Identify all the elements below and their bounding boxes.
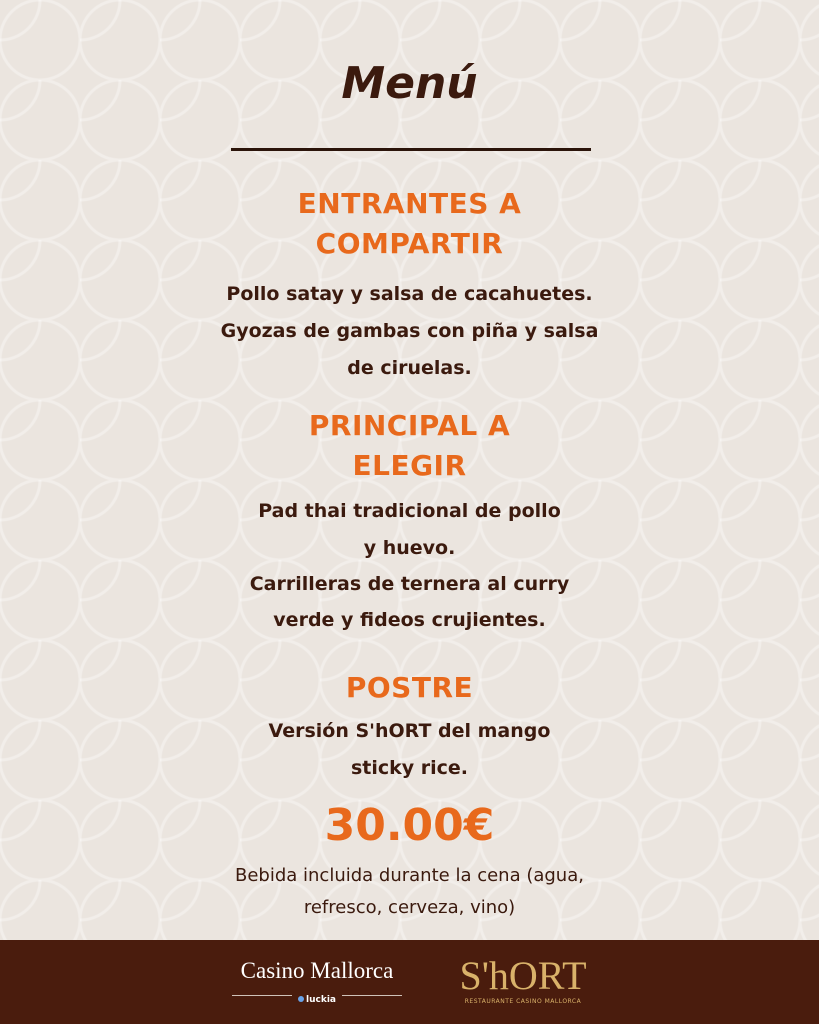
luckia-wordmark [298,995,336,1005]
menu-item: y huevo. [363,537,456,559]
logo-rule-right [342,995,402,996]
casino-sub [222,988,412,1005]
menu-item: Gyozas de gambas con piña y salsa [220,320,599,342]
section-title-main-line-1: PRINCIPAL A [308,409,511,442]
menu-item: verde y fideos crujientes. [273,609,546,631]
title-divider [231,148,591,151]
luckia-dot-icon [298,996,304,1002]
menu-price: 30.00€ [324,800,495,851]
page-title: Menú [341,58,478,109]
menu-item: de ciruelas. [347,357,472,379]
drink-note-line-1: Bebida incluida durante la cena (agua, [235,865,584,886]
menu-item: Carrilleras de ternera al curry [249,573,570,595]
short-sub: RESTAURANTE CASINO MALLORCA [464,998,582,1005]
section-title-starters-line-1: ENTRANTES A [297,187,522,220]
drink-note [0,860,819,924]
menu-item: sticky rice. [350,757,469,779]
menu-item: Pad thai tradicional de pollo [258,500,561,522]
section-title-starters-line-2: COMPARTIR [315,227,504,260]
drink-note-line-2: refresco, cerveza, vino) [303,897,516,918]
section-title-main-line-2: ELEGIR [352,449,467,482]
luckia-text: luckia [306,995,336,1005]
short-name: S'hORT [459,953,587,998]
footer-bar [0,940,819,1024]
casino-mallorca-logo [222,958,412,1005]
section-title-dessert: POSTRE [345,671,474,704]
menu-item: Pollo satay y salsa de cacahuetes. [226,283,593,305]
menu-item: Versión S'hORT del mango [268,720,551,742]
logo-rule-left [232,995,292,996]
short-restaurant-logo [448,954,598,1005]
casino-name: Casino Mallorca [240,958,394,983]
